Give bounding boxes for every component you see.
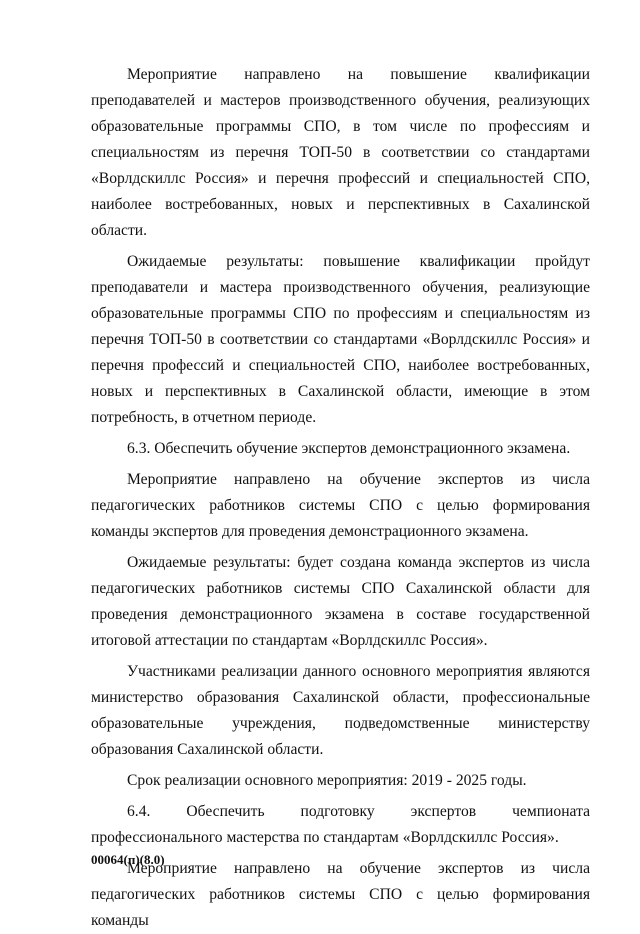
paragraph-expected-results: Ожидаемые результаты: повышение квалификации пройдут преподаватели и мастера производственного обучения, реализующие образовательные программы СПО по профессиям и специальностям из перечня ТОП-50 в соответствии со стандартами «Ворлдскиллс Россия» и перечня профессий и специальностей СПО, наиболее востребованных, новых и перспективных в Сахалинской области, имеющие в этом потребность, в отчетном периоде. xyxy=(91,253,590,426)
paragraph-event-description-6-4: Мероприятие направлено на обучение экспертов из числа педагогических работников системы СПО с целью формирования команды xyxy=(91,860,590,929)
paragraph-item-6-4: 6.4. Обеспечить подготовку экспертов чемпионата профессионального мастерства по стандартам «Ворлдскиллс Россия». xyxy=(91,803,590,846)
paragraph-item-6-3: 6.3. Обеспечить обучение экспертов демонстрационного экзамена. xyxy=(127,440,571,457)
document-code: 00064(п)(8.0) xyxy=(91,852,165,867)
paragraph-event-description-6-3: Мероприятие направлено на обучение экспертов из числа педагогических работников системы СПО с целью формирования команды экспертов для проведения демонстрационного экзамена. xyxy=(91,471,590,540)
paragraph-participants: Участниками реализации данного основного мероприятия являются министерство образования Сахалинской области, профессиональные образовательные учреждения, подведомственные министерству образования Сахалинской области. xyxy=(91,663,590,758)
document-body xyxy=(91,62,590,934)
paragraph-expected-results-6-3: Ожидаемые результаты: будет создана команда экспертов из числа педагогических работников системы СПО Сахалинской области для проведения демонстрационного экзамена в составе государственной итоговой аттестации по стандартам «Ворлдскиллс Россия». xyxy=(91,554,590,649)
paragraph-implementation-period: Срок реализации основного мероприятия: 2019 - 2025 годы. xyxy=(127,772,527,789)
paragraph-event-description: Мероприятие направлено на повышение квалификации преподавателей и мастеров производственного обучения, реализующих образовательные программы СПО, в том числе по профессиям и специальностям из перечня ТОП-50 в соответствии со стандартами «Ворлдскиллс Россия» и перечня профессий и специальностей СПО, наиболее востребованных, новых и перспективных в Сахалинской области. xyxy=(91,66,590,239)
